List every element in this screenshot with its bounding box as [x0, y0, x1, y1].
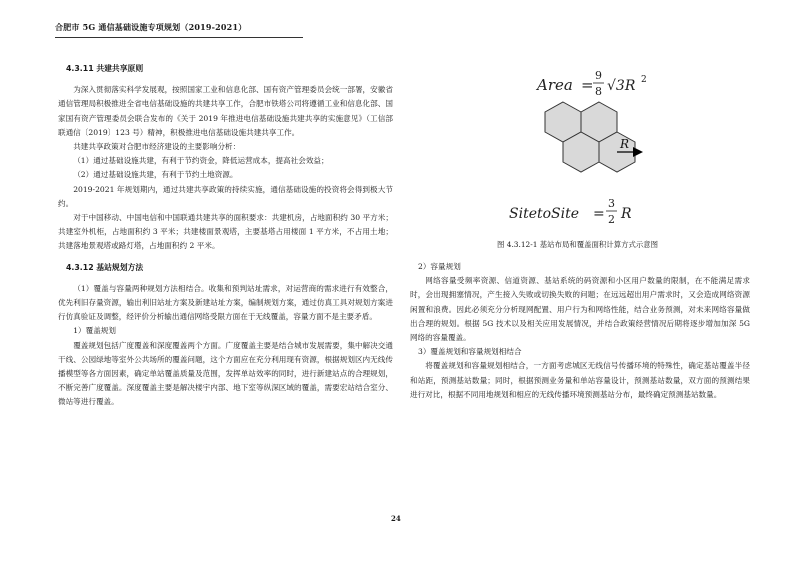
right-column — [410, 260, 750, 402]
paragraph: 3）覆盖规划和容量规划相结合 — [418, 347, 522, 357]
area-formula-lhs: Area — [537, 76, 573, 94]
paragraph: （2）通过基础设施共建，有利于节约土地资源。 — [73, 170, 238, 180]
paragraph: 共建共享政策对合肥市经济建设的主要影响分析： — [73, 142, 241, 152]
radius-label: R — [620, 137, 630, 151]
radius-arrow-icon — [633, 147, 643, 157]
site-formula-eq: = — [593, 206, 605, 222]
paragraph: 2）容量规划 — [418, 262, 461, 271]
section-title-planning: 4.3.12 基站规划方法 — [66, 262, 144, 272]
page-number: 24 — [391, 514, 401, 523]
paragraph: 为深入贯彻落实科学发展观，按照国家工业和信息化部、国有资产管理委员会统一部署，安徽省通信管理局积极推进全省电信基础设施的共建共享工作，合肥市铁塔公司将遵循工业和信息化部、国家国有资产管理委员会联合发布的《关于 2019 年推进电信基础设施共建共享的实施意见》（工信部联通信〔2019〕123 号）精神，积极推进电信基础设施共建共享工作。 — [58, 85, 393, 137]
paragraph: 2019-2021 年规划期内，通过共建共享政策的持续实施，通信基础设施的投资将会得到极大节约。 — [58, 184, 393, 208]
figure-caption: 图 4.3.12-1 基站布局和覆盖面积计算方式示意图 — [497, 240, 659, 249]
paragraph: （1）通过基础设施共建，有利于节约资金，降低运营成本，提高社会效益； — [73, 156, 329, 166]
paragraph: 网络容量受频率资源、信道资源、基站系统的码资源和小区用户数量的限制，在不能满足需求时，会出现拥塞情况，产生接入失败或切换失败的问题；在远远超出用户需求时，又会造成网络资源闲置和浪费。因此必须充分分析现网配置、用户行为和网络性能，结合业务预测，对未来网络容量做出合理的规划。根据 5G 技术以及相关应用发展情况，并结合政策经营情况后期将逐步增加加深 5G 网络的容量覆盖。 — [410, 276, 750, 343]
site-denominator: 2 — [608, 213, 615, 226]
section-title-sharing: 4.3.11 共建共享原则 — [66, 64, 144, 73]
area-exponent: 2 — [641, 75, 647, 85]
area-formula-rhs: √3R — [607, 78, 636, 94]
paragraph: （1）覆盖与容量两种规划方法相结合。收集和预判站址需求，对运营商的需求进行有效整合，优先利旧存量资源，输出利旧站址方案及新建站址方案，编制规划方案，通过仿真工具对规划方案进行仿真验证及调整，经评价分析输出通信网络受限方面在于无线覆盖，容量方面不是主要矛盾。 — [58, 283, 393, 322]
site-formula-rhs: R — [621, 206, 632, 222]
running-header: 合肥市 5G 通信基础设施专项规划（2019-2021） — [55, 22, 247, 32]
paragraph: 覆盖规划包括广度覆盖和深度覆盖两个方面。广度覆盖主要是结合城市发展需要，集中解决交通干线、公园绿地等室外公共场所的覆盖问题，这个方面应在充分利用现有资源，根据规划区内无线传播模型等各方面因素，确定单站覆盖质量及范围，发挥单站效率的同时，进行新建站点的合理规划，不断完善广度覆盖。深度覆盖主要是解决楼宇内部、地下室等纵深区域的覆盖，需要宏站结合室分、微站等进行覆盖。 — [58, 340, 393, 407]
area-numerator: 9 — [595, 69, 602, 82]
site-numerator: 3 — [608, 197, 615, 210]
hexagon-figure — [505, 60, 675, 238]
site-formula-lhs: SitetoSite — [509, 206, 580, 222]
area-denominator: 8 — [595, 85, 602, 98]
area-formula-eq: = — [581, 76, 594, 94]
paragraph: 将覆盖规划和容量规划相结合，一方面考虑城区无线信号传播环境的特殊性，确定基站覆盖半径和站距，预测基站数量；同时，根据预测业务量和单站容量设计，预测基站数量，双方面的预测结果进行对比，根据不同用地规划和相应的无线传播环境预测基站分布，最终确定预测基站数量。 — [410, 361, 750, 399]
paragraph: 1）覆盖规划 — [73, 326, 116, 336]
hexagon-diagram — [505, 60, 675, 238]
left-column — [58, 62, 393, 410]
header-rule — [55, 37, 303, 38]
paragraph: 对于中国移动、中国电信和中国联通共建共享的面积要求：共建机房，占地面积约 30 平方米；共建室外机柜，占地面积约 3 平米；共建楼面景观塔，主要基塔占用楼面 1 平方米，不占用土地；共建落地景观塔或路灯塔，占地面积约 2 平米。 — [58, 213, 393, 251]
